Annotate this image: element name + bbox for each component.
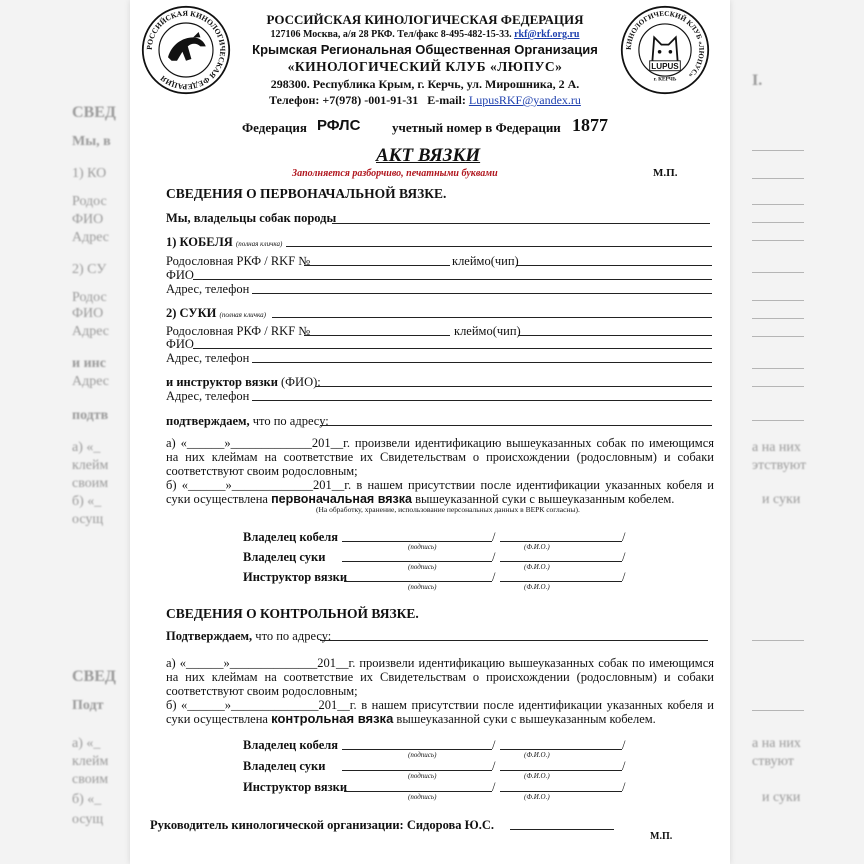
control-mating-heading: СВЕДЕНИЯ О КОНТРОЛЬНОЙ ВЯЗКЕ. bbox=[166, 606, 419, 621]
federation-number-label: учетный номер в Федерации bbox=[392, 120, 561, 135]
first-clause-a: а) «______»_____________201__г. произвели идентификацию вышеуказанных собак по имеющимся на них клеймам на соответствие их Свидетельствам о происхождении (родословным) и собаки соответствуют своим родословным; bbox=[166, 436, 714, 478]
control-sign-instructor-fio[interactable] bbox=[500, 791, 622, 792]
female-pedigree-label: Родословная РКФ / RKF № bbox=[166, 324, 311, 338]
male-owner-fio-field[interactable] bbox=[193, 279, 712, 280]
ghost-text: ствуют bbox=[752, 754, 794, 769]
control-sign-instructor-label: Инструктор вязки bbox=[243, 780, 348, 794]
ghost-text: 2) СУ bbox=[72, 262, 107, 277]
instructor-fio-field[interactable] bbox=[316, 386, 712, 387]
male-brand-label: клеймо(чип) bbox=[452, 254, 519, 268]
first-sign-male-signature[interactable] bbox=[342, 541, 492, 542]
ghost-text: б) «_ bbox=[72, 494, 102, 509]
male-pedigree-field[interactable] bbox=[304, 265, 450, 266]
female-pedigree-field[interactable] bbox=[304, 335, 450, 336]
club-email-link[interactable]: LupusRKF@yandex.ru bbox=[468, 93, 581, 107]
signature-note: (подпись) bbox=[408, 772, 437, 780]
ghost-text: Адрес bbox=[72, 324, 110, 339]
fill-note: Заполняется разборчиво, печатными буквами bbox=[292, 168, 498, 179]
instructor-address-label: Адрес, телефон bbox=[166, 389, 250, 403]
federation-value: РФЛС bbox=[317, 117, 361, 134]
regional-org: Крымская Региональная Общественная Организация bbox=[252, 42, 598, 57]
ghost-text: Адрес bbox=[72, 230, 110, 245]
ghost-text: и инс bbox=[72, 356, 106, 371]
ghost-text: а) «_ bbox=[72, 440, 101, 455]
rkf-address: 127106 Москва, а/я 28 РКФ. Тел/факс 8-495-482-15-33. rkf@rkf.org.ru bbox=[270, 29, 580, 40]
signature-note: (подпись) bbox=[408, 543, 437, 551]
fio-note: (Ф.И.О.) bbox=[524, 793, 550, 801]
ghost-text: осущ bbox=[72, 812, 104, 827]
control-sign-female-signature[interactable] bbox=[342, 770, 492, 771]
ghost-text: своим bbox=[72, 476, 109, 491]
ghost-text: и суки bbox=[762, 790, 801, 805]
ghost-text: ФИО bbox=[72, 306, 104, 321]
head-of-organization: Руководитель кинологической организации: Сидорова Ю.С. bbox=[150, 818, 494, 832]
ghost-text: Мы, в bbox=[72, 134, 111, 149]
female-owner-address-field[interactable] bbox=[252, 362, 712, 363]
ghost-text: б) «_ bbox=[72, 792, 102, 807]
signature-note: (подпись) bbox=[408, 751, 437, 759]
federation-number: 1877 bbox=[572, 115, 608, 135]
federation-label: Федерация bbox=[242, 120, 307, 135]
ghost-text: своим bbox=[72, 772, 109, 787]
ghost-text: а на них bbox=[752, 440, 801, 455]
female-owner-fio-label: ФИО bbox=[166, 337, 194, 351]
rkf-seal-logo bbox=[141, 5, 231, 95]
club-address: 298300. Республика Крым, г. Керчь, ул. Мирошника, 2 А. bbox=[270, 77, 580, 91]
male-brand-field[interactable] bbox=[516, 265, 712, 266]
consent-note: (На обработку, хранение, использование персональных данных в ВЕРК согласны). bbox=[316, 505, 580, 514]
first-sign-female-signature[interactable] bbox=[342, 561, 492, 562]
ghost-text: I. bbox=[752, 72, 763, 89]
ghost-text: Подт bbox=[72, 698, 104, 713]
fio-note: (Ф.И.О.) bbox=[524, 751, 550, 759]
female-label: 2) СУКИ (полная кличка) bbox=[166, 306, 266, 320]
head-signature-field[interactable] bbox=[510, 829, 614, 830]
footer-mp-label: М.П. bbox=[650, 831, 673, 842]
female-owner-fio-field[interactable] bbox=[193, 348, 712, 349]
confirm-label: подтверждаем, что по адресу: bbox=[166, 414, 329, 428]
signature-note: (подпись) bbox=[408, 563, 437, 571]
lupus-logo-text: LUPUS bbox=[651, 61, 679, 71]
control-clause-a: а) «______»______________201__г. произвели идентификацию вышеуказанных собак по имеющимся на них клеймам на соответствие их Свидетельствам о происхождении (родословным) и собаки соответствуют своим родословным; bbox=[166, 656, 714, 698]
control-confirm-label: Подтверждаем, что по адресу: bbox=[166, 629, 332, 643]
rkf-title: РОССИЙСКАЯ КИНОЛОГИЧЕСКАЯ ФЕДЕРАЦИЯ bbox=[266, 12, 584, 27]
female-owner-address-label: Адрес, телефон bbox=[166, 351, 250, 365]
ghost-text: осущ bbox=[72, 512, 104, 527]
rkf-seal-text: РОССИЙСКАЯ КИНОЛОГИЧЕСКАЯ ФЕДЕРАЦИЯ bbox=[144, 8, 228, 92]
female-brand-label: клеймо(чип) bbox=[454, 324, 521, 338]
ghost-heading: СВЕД bbox=[72, 668, 116, 685]
club-name: «КИНОЛОГИЧЕСКИЙ КЛУБ «ЛЮПУС» bbox=[287, 59, 563, 74]
instructor-address-field[interactable] bbox=[252, 400, 712, 401]
control-sign-female-label: Владелец суки bbox=[243, 759, 326, 773]
fio-note: (Ф.И.О.) bbox=[524, 583, 550, 591]
club-contacts: Телефон: +7(978) -001-91-31 E-mail: LupusRKF@yandex.ru bbox=[269, 93, 581, 107]
lupus-seal-logo bbox=[620, 5, 710, 95]
female-brand-field[interactable] bbox=[518, 335, 712, 336]
male-owner-address-field[interactable] bbox=[252, 293, 712, 294]
breed-field[interactable] bbox=[332, 223, 710, 224]
ghost-text: а) «_ bbox=[72, 736, 101, 751]
rkf-email-link[interactable]: rkf@rkf.org.ru bbox=[514, 29, 580, 40]
ghost-text: подтв bbox=[72, 408, 109, 423]
control-sign-instructor-signature[interactable] bbox=[344, 791, 492, 792]
male-owner-fio-label: ФИО bbox=[166, 268, 194, 282]
ghost-text: 1) КО bbox=[72, 166, 107, 181]
lupus-seal-text: КИНОЛОГИЧЕСКИЙ КЛУБ «ЛЮПУС» bbox=[624, 9, 706, 80]
signature-note: (подпись) bbox=[408, 793, 437, 801]
control-address-field[interactable] bbox=[320, 640, 708, 641]
ghost-text: клейм bbox=[72, 754, 109, 769]
male-pedigree-label: Родословная РКФ / RKF № bbox=[166, 254, 311, 268]
control-sign-male-label: Владелец кобеля bbox=[243, 738, 339, 752]
control-sign-female-fio[interactable] bbox=[500, 770, 622, 771]
fio-note: (Ф.И.О.) bbox=[524, 563, 550, 571]
first-sign-instructor-fio[interactable] bbox=[500, 581, 622, 582]
first-sign-male-fio[interactable] bbox=[500, 541, 622, 542]
male-name-field[interactable] bbox=[286, 246, 712, 247]
ghost-text: клейм bbox=[72, 458, 109, 473]
first-address-field[interactable] bbox=[320, 425, 712, 426]
female-name-field[interactable] bbox=[272, 317, 712, 318]
ghost-text: Родос bbox=[72, 194, 107, 209]
lupus-city-text: г. КЕРЧЬ bbox=[653, 76, 677, 83]
signature-note: (подпись) bbox=[408, 583, 437, 591]
male-label: 1) КОБЕЛЯ (полная кличка) bbox=[166, 235, 283, 249]
male-owner-address-label: Адрес, телефон bbox=[166, 282, 250, 296]
fio-note: (Ф.И.О.) bbox=[524, 772, 550, 780]
control-clause-b: б) «______»______________201__г. в нашем присутствии после идентификации указанных кобеля и суки осуществлена контрольная вязка вышеуказанной суки с вышеуказанным кобелем. bbox=[166, 698, 714, 726]
control-sign-male-fio[interactable] bbox=[500, 749, 622, 750]
owners-label: Мы, владельцы собак породы bbox=[166, 211, 337, 225]
first-sign-instructor-label: Инструктор вязки bbox=[243, 570, 348, 584]
ghost-text: и суки bbox=[762, 492, 801, 507]
doc-title: АКТ ВЯЗКИ bbox=[376, 145, 481, 166]
ghost-text: Родос bbox=[72, 290, 107, 305]
first-sign-instructor-signature[interactable] bbox=[344, 581, 492, 582]
control-sign-male-signature[interactable] bbox=[342, 749, 492, 750]
ghost-text: этствуют bbox=[752, 458, 807, 473]
mp-stamp-label: М.П. bbox=[653, 167, 678, 179]
first-sign-female-label: Владелец суки bbox=[243, 550, 326, 564]
ghost-heading: СВЕД bbox=[72, 104, 116, 121]
ghost-text: Адрес bbox=[72, 374, 110, 389]
first-sign-male-label: Владелец кобеля bbox=[243, 530, 339, 544]
fio-note: (Ф.И.О.) bbox=[524, 543, 550, 551]
ghost-text: ФИО bbox=[72, 212, 104, 227]
first-sign-female-fio[interactable] bbox=[500, 561, 622, 562]
instructor-label: и инструктор вязки (ФИО): bbox=[166, 375, 321, 389]
first-mating-heading: СВЕДЕНИЯ О ПЕРВОНАЧАЛЬНОЙ ВЯЗКЕ. bbox=[166, 186, 447, 201]
first-clause-b: б) «______»_____________201__г. в нашем присутствии после идентификации указанных кобеля и суки осуществлена первоначальная вязка вышеуказанной суки с вышеуказанным кобелем. bbox=[166, 478, 714, 506]
ghost-text: а на них bbox=[752, 736, 801, 751]
document-sheet: РОССИЙСКАЯ КИНОЛОГИЧЕСКАЯ ФЕДЕРАЦИЯ КИНОЛОГИЧЕСКИЙ КЛУБ «ЛЮПУС» LUPUS г. КЕРЧЬ РОССИЙСКАЯ КИНОЛОГИЧЕСКАЯ ФЕДЕРАЦИЯ 127106 Москва, а/я 28 РКФ. Тел/факс 8-495-482-15-33. rkf@rkf.org.ru Крымская Региональная Общественная Организация «КИНОЛОГИЧЕСКИЙ КЛУБ «ЛЮПУС» 298300. Республика Крым, г. Керчь, ул. Мирошника, 2 А. Телефон: +7(978) -001-91-31 E-mail: LupusRKF@yandex.ru Федерация РФЛС учетный номер в Федерации 1877 АКТ ВЯЗКИ Заполняется разборчиво, печатными буквами М.П. СВЕДЕНИЯ О ПЕРВОНАЧАЛЬНОЙ ВЯЗКЕ. Мы, владельцы собак породы 1) КОБЕЛЯ (полная кличка) Родословная РКФ / RKF № клеймо(чип) ФИО Адрес, телефон 2) СУКИ (полная кличка) Родословная РКФ / RKF № клеймо(чип) ФИО Адрес, телефон и инструктор вязки (ФИО): Адрес, телефон подтверждаем, что по адресу: а) «______»_____________201__г. произвели идентификацию вышеуказанных собак по имеющимся на них клеймам на соответствие их Свидетельствам о происхождении (родословным) и собаки соответствуют своим родословным; б) «______»_____________201__г. в нашем присутствии после идентификации указанных кобеля и суки осуществлена первоначальная вязка вышеуказанной суки с вышеуказанным кобелем. (На обработку, хранение, использование персональных данных в ВЕРК согласны). Владелец кобеля / / (подпись) (Ф.И.О.) Владелец суки / / (подпись) (Ф.И.О.) Инструктор вязки / / (подпись) (Ф.И.О.) СВЕДЕНИЯ О КОНТРОЛЬНОЙ ВЯЗКЕ. Подтверждаем, что по адресу: а) «______»______________201__г. произвели идентификацию вышеуказанных собак по имеющимся на них клеймам на соответствие их Свидетельствам о происхождении (родословным) и собаки соответствуют своим родословным; б) «______»______________201__г. в нашем присутствии после идентификации указанных кобеля и суки осуществлена контрольная вязка вышеуказанной суки с вышеуказанным кобелем. Владелец кобеля / / (подпись) (Ф.И.О.) Владелец суки / / (подпись) (Ф.И.О.) Инструктор вязки / / (подпись) (Ф.И.О.) Руководитель кинологической организации: Сидорова Ю.С. М.П. bbox=[130, 0, 730, 864]
